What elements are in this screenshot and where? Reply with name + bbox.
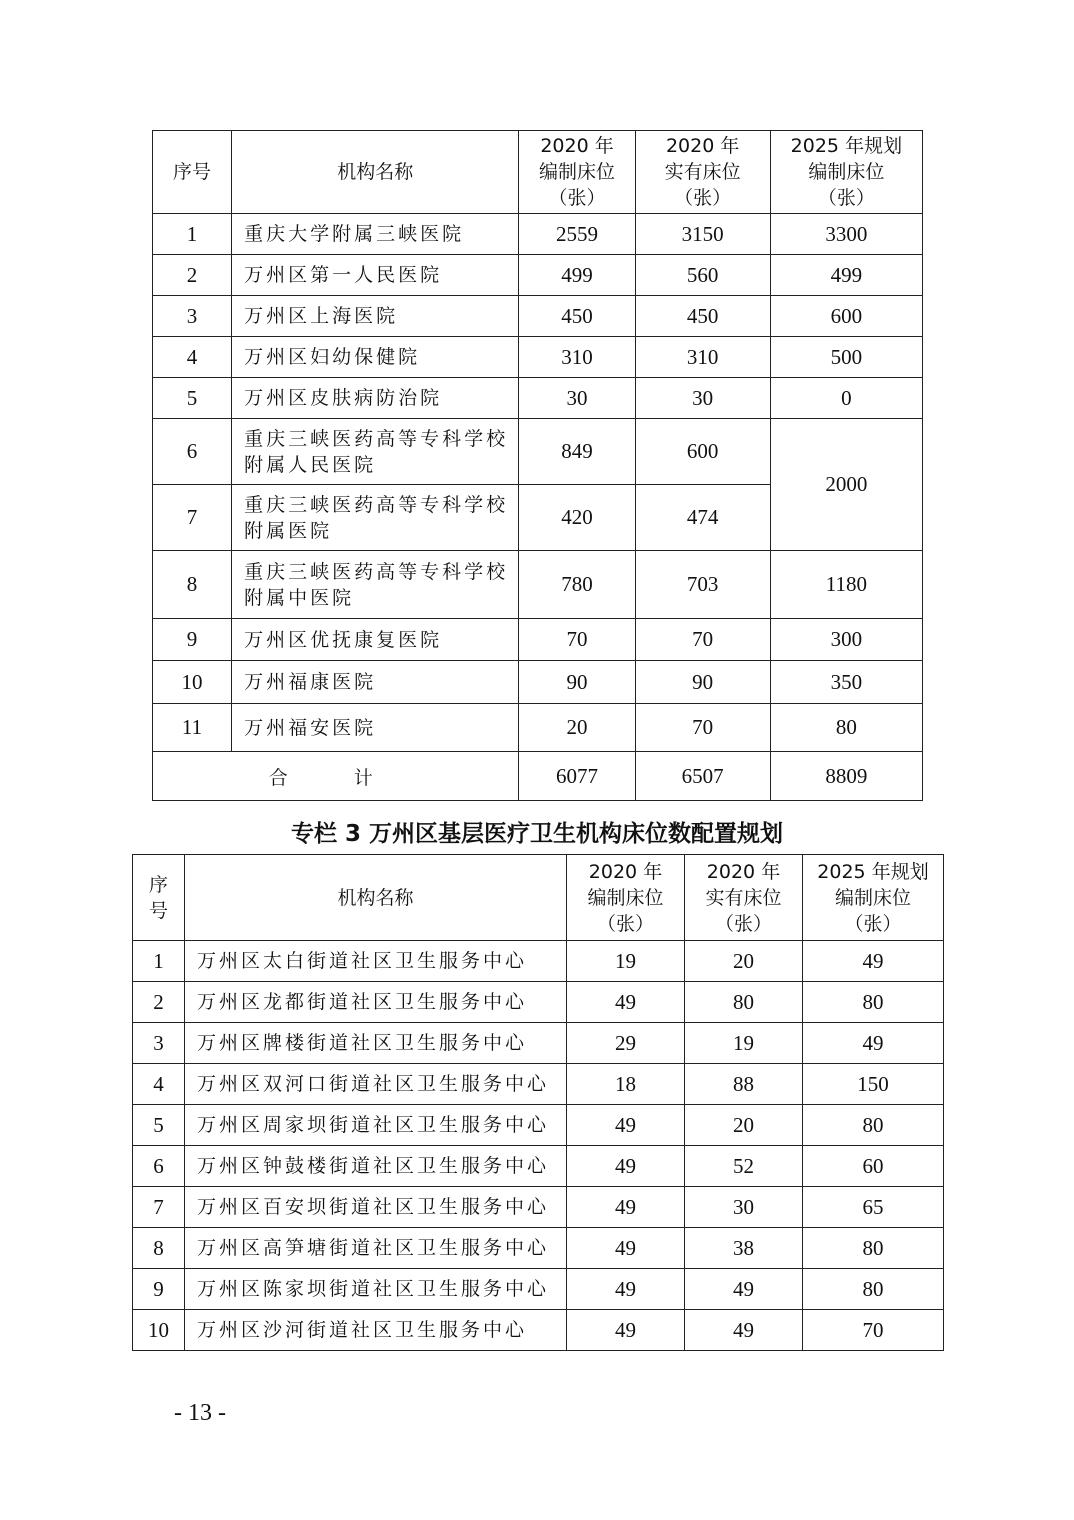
- value-cell: 560: [635, 255, 770, 296]
- name-cell: 万州区上海医院: [232, 296, 519, 337]
- community-center-bed-table: [132, 854, 944, 1351]
- header-seq: 序号: [153, 131, 232, 214]
- table-row: [133, 1064, 944, 1105]
- value-cell: 1180: [770, 551, 922, 619]
- name-line: 重庆三峡医药高等专科学校: [244, 560, 509, 583]
- value-cell: 499: [770, 255, 922, 296]
- total-value-cell: 6077: [519, 752, 635, 801]
- value-cell: 30: [685, 1187, 803, 1228]
- table-row: [133, 1187, 944, 1228]
- value-cell: 49: [803, 941, 944, 982]
- value-cell: 19: [567, 941, 685, 982]
- name-cell: 万州福康医院: [232, 661, 519, 704]
- name-cell: 万州区钟鼓楼街道社区卫生服务中心: [185, 1146, 567, 1187]
- name-cell: 万州区牌楼街道社区卫生服务中心: [185, 1023, 567, 1064]
- value-cell: 80: [685, 982, 803, 1023]
- name-cell: 万州区皮肤病防治院: [232, 378, 519, 419]
- header-col3-line3: （张）: [844, 912, 902, 935]
- header-col1: [567, 855, 685, 941]
- name-cell: 万州区优抚康复医院: [232, 619, 519, 661]
- header-col3-line1: 2025 年规划: [817, 860, 929, 883]
- value-cell: 499: [519, 255, 635, 296]
- seq-cell: 10: [153, 661, 232, 704]
- seq-cell: 3: [133, 1023, 185, 1064]
- header-col1-line1: 2020 年: [588, 860, 663, 883]
- name-cell: [232, 419, 519, 485]
- value-cell: 49: [685, 1310, 803, 1351]
- table-row: [133, 982, 944, 1023]
- table-row: [153, 214, 923, 255]
- header-col2-line2: 实有床位: [664, 161, 741, 183]
- value-cell: 49: [567, 1105, 685, 1146]
- value-cell: 29: [567, 1023, 685, 1064]
- value-cell: 70: [803, 1310, 944, 1351]
- seq-cell: 8: [153, 551, 232, 619]
- value-cell: 80: [803, 1228, 944, 1269]
- value-cell: 49: [567, 1269, 685, 1310]
- value-cell: 80: [803, 982, 944, 1023]
- table-row: [133, 941, 944, 982]
- value-cell: 849: [519, 419, 635, 485]
- value-cell: 703: [635, 551, 770, 619]
- header-seq: [133, 855, 185, 941]
- hospital-bed-table: [152, 130, 923, 801]
- name-line: 附属人民医院: [244, 453, 377, 476]
- name-cell: 万州区妇幼保健院: [232, 337, 519, 378]
- table-row: [133, 1228, 944, 1269]
- value-cell: 90: [519, 661, 635, 704]
- name-cell: 重庆大学附属三峡医院: [232, 214, 519, 255]
- table-row: [133, 1146, 944, 1187]
- header-col2-line3: （张）: [674, 187, 732, 209]
- seq-cell: 6: [153, 419, 232, 485]
- name-cell: [232, 551, 519, 619]
- value-cell: 70: [635, 704, 770, 752]
- table-row: [153, 378, 923, 419]
- seq-cell: 2: [133, 982, 185, 1023]
- value-cell: 20: [685, 1105, 803, 1146]
- value-cell: 30: [635, 378, 770, 419]
- header-col1-line2: 编制床位: [539, 161, 616, 183]
- seq-cell: 9: [133, 1269, 185, 1310]
- total-value-cell: 8809: [770, 752, 922, 801]
- table-row: [153, 419, 923, 485]
- total-row: [153, 752, 923, 801]
- name-line: 重庆三峡医药高等专科学校: [244, 427, 509, 450]
- value-cell: 150: [803, 1064, 944, 1105]
- header-col2-line1: 2020 年: [706, 860, 781, 883]
- name-cell: 万州区太白街道社区卫生服务中心: [185, 941, 567, 982]
- name-cell: 万州区第一人民医院: [232, 255, 519, 296]
- value-cell: 65: [803, 1187, 944, 1228]
- name-line: 重庆三峡医药高等专科学校: [244, 493, 509, 516]
- name-cell: 万州区百安坝街道社区卫生服务中心: [185, 1187, 567, 1228]
- value-cell: 450: [519, 296, 635, 337]
- value-cell: 52: [685, 1146, 803, 1187]
- value-cell: 19: [685, 1023, 803, 1064]
- seq-cell: 4: [153, 337, 232, 378]
- value-cell: 49: [803, 1023, 944, 1064]
- header-col1-line3: （张）: [596, 912, 654, 935]
- table-row: [153, 296, 923, 337]
- name-line: 附属中医院: [244, 586, 355, 609]
- header-col2: [635, 131, 770, 214]
- seq-cell: 1: [133, 941, 185, 982]
- total-label: 合 计: [268, 766, 403, 789]
- value-cell: 80: [803, 1105, 944, 1146]
- header-col3: [803, 855, 944, 941]
- total-label-cell: [153, 752, 519, 801]
- value-cell: 80: [803, 1269, 944, 1310]
- header-col2-line2: 实有床位: [705, 886, 782, 909]
- seq-cell: 4: [133, 1064, 185, 1105]
- value-cell: 49: [567, 1310, 685, 1351]
- header-name: 机构名称: [185, 855, 567, 941]
- value-cell: 49: [567, 1146, 685, 1187]
- value-cell: 474: [635, 485, 770, 551]
- name-cell: [232, 485, 519, 551]
- seq-cell: 10: [133, 1310, 185, 1351]
- value-cell: 70: [519, 619, 635, 661]
- value-cell: 310: [519, 337, 635, 378]
- value-cell: 70: [635, 619, 770, 661]
- value-cell: 20: [519, 704, 635, 752]
- table-row: [153, 255, 923, 296]
- header-col1: [519, 131, 635, 214]
- table-row: [133, 1269, 944, 1310]
- header-col3-line3: （张）: [817, 187, 875, 209]
- name-cell: 万州区双河口街道社区卫生服务中心: [185, 1064, 567, 1105]
- header-col3-line2: 编制床位: [834, 886, 911, 909]
- name-cell: 万州区周家坝街道社区卫生服务中心: [185, 1105, 567, 1146]
- value-cell: 80: [770, 704, 922, 752]
- seq-cell: 6: [133, 1146, 185, 1187]
- seq-cell: 7: [153, 485, 232, 551]
- header-col1-line2: 编制床位: [587, 886, 664, 909]
- header-col3-line1: 2025 年规划: [790, 135, 903, 157]
- table-header-row: [133, 855, 944, 941]
- seq-cell: 3: [153, 296, 232, 337]
- header-col2-line3: （张）: [714, 912, 772, 935]
- value-cell: 600: [770, 296, 922, 337]
- value-cell: 450: [635, 296, 770, 337]
- value-cell: 88: [685, 1064, 803, 1105]
- seq-cell: 9: [153, 619, 232, 661]
- header-col3: [770, 131, 922, 214]
- name-cell: 万州区沙河街道社区卫生服务中心: [185, 1310, 567, 1351]
- value-cell: 500: [770, 337, 922, 378]
- value-cell: 3150: [635, 214, 770, 255]
- merged-value-cell: 2000: [770, 419, 922, 551]
- value-cell: 310: [635, 337, 770, 378]
- value-cell: 49: [567, 1228, 685, 1269]
- value-cell: 3300: [770, 214, 922, 255]
- value-cell: 49: [685, 1269, 803, 1310]
- header-col1-line1: 2020 年: [540, 135, 614, 157]
- value-cell: 90: [635, 661, 770, 704]
- seq-cell: 1: [153, 214, 232, 255]
- table-row: [153, 337, 923, 378]
- header-col3-line2: 编制床位: [808, 161, 885, 183]
- value-cell: 0: [770, 378, 922, 419]
- value-cell: 600: [635, 419, 770, 485]
- seq-cell: 8: [133, 1228, 185, 1269]
- value-cell: 60: [803, 1146, 944, 1187]
- page-number: - 13 -: [174, 1400, 226, 1426]
- table-row: [153, 551, 923, 619]
- table-header-row: [153, 131, 923, 214]
- table-row: [153, 619, 923, 661]
- name-cell: 万州区陈家坝街道社区卫生服务中心: [185, 1269, 567, 1310]
- header-col2: [685, 855, 803, 941]
- value-cell: 420: [519, 485, 635, 551]
- table-row: [133, 1023, 944, 1064]
- header-col2-line1: 2020 年: [665, 135, 740, 157]
- header-seq-line2: 号: [148, 899, 168, 922]
- header-seq-line1: 序: [148, 873, 168, 896]
- seq-cell: 11: [153, 704, 232, 752]
- value-cell: 49: [567, 982, 685, 1023]
- value-cell: 38: [685, 1228, 803, 1269]
- value-cell: 300: [770, 619, 922, 661]
- value-cell: 18: [567, 1064, 685, 1105]
- section-title: 专栏 3 万州区基层医疗卫生机构床位数配置规划: [290, 821, 784, 847]
- seq-cell: 7: [133, 1187, 185, 1228]
- header-col1-line3: （张）: [548, 187, 606, 209]
- name-line: 附属医院: [244, 519, 333, 542]
- value-cell: 49: [567, 1187, 685, 1228]
- value-cell: 20: [685, 941, 803, 982]
- table-row: [153, 661, 923, 704]
- value-cell: 350: [770, 661, 922, 704]
- table-row: [153, 704, 923, 752]
- header-name: 机构名称: [232, 131, 519, 214]
- seq-cell: 2: [153, 255, 232, 296]
- name-cell: 万州区高笋塘街道社区卫生服务中心: [185, 1228, 567, 1269]
- table-row: [133, 1310, 944, 1351]
- seq-cell: 5: [153, 378, 232, 419]
- name-cell: 万州福安医院: [232, 704, 519, 752]
- value-cell: 30: [519, 378, 635, 419]
- table-row: [133, 1105, 944, 1146]
- name-cell: 万州区龙都街道社区卫生服务中心: [185, 982, 567, 1023]
- value-cell: 780: [519, 551, 635, 619]
- total-value-cell: 6507: [635, 752, 770, 801]
- seq-cell: 5: [133, 1105, 185, 1146]
- value-cell: 2559: [519, 214, 635, 255]
